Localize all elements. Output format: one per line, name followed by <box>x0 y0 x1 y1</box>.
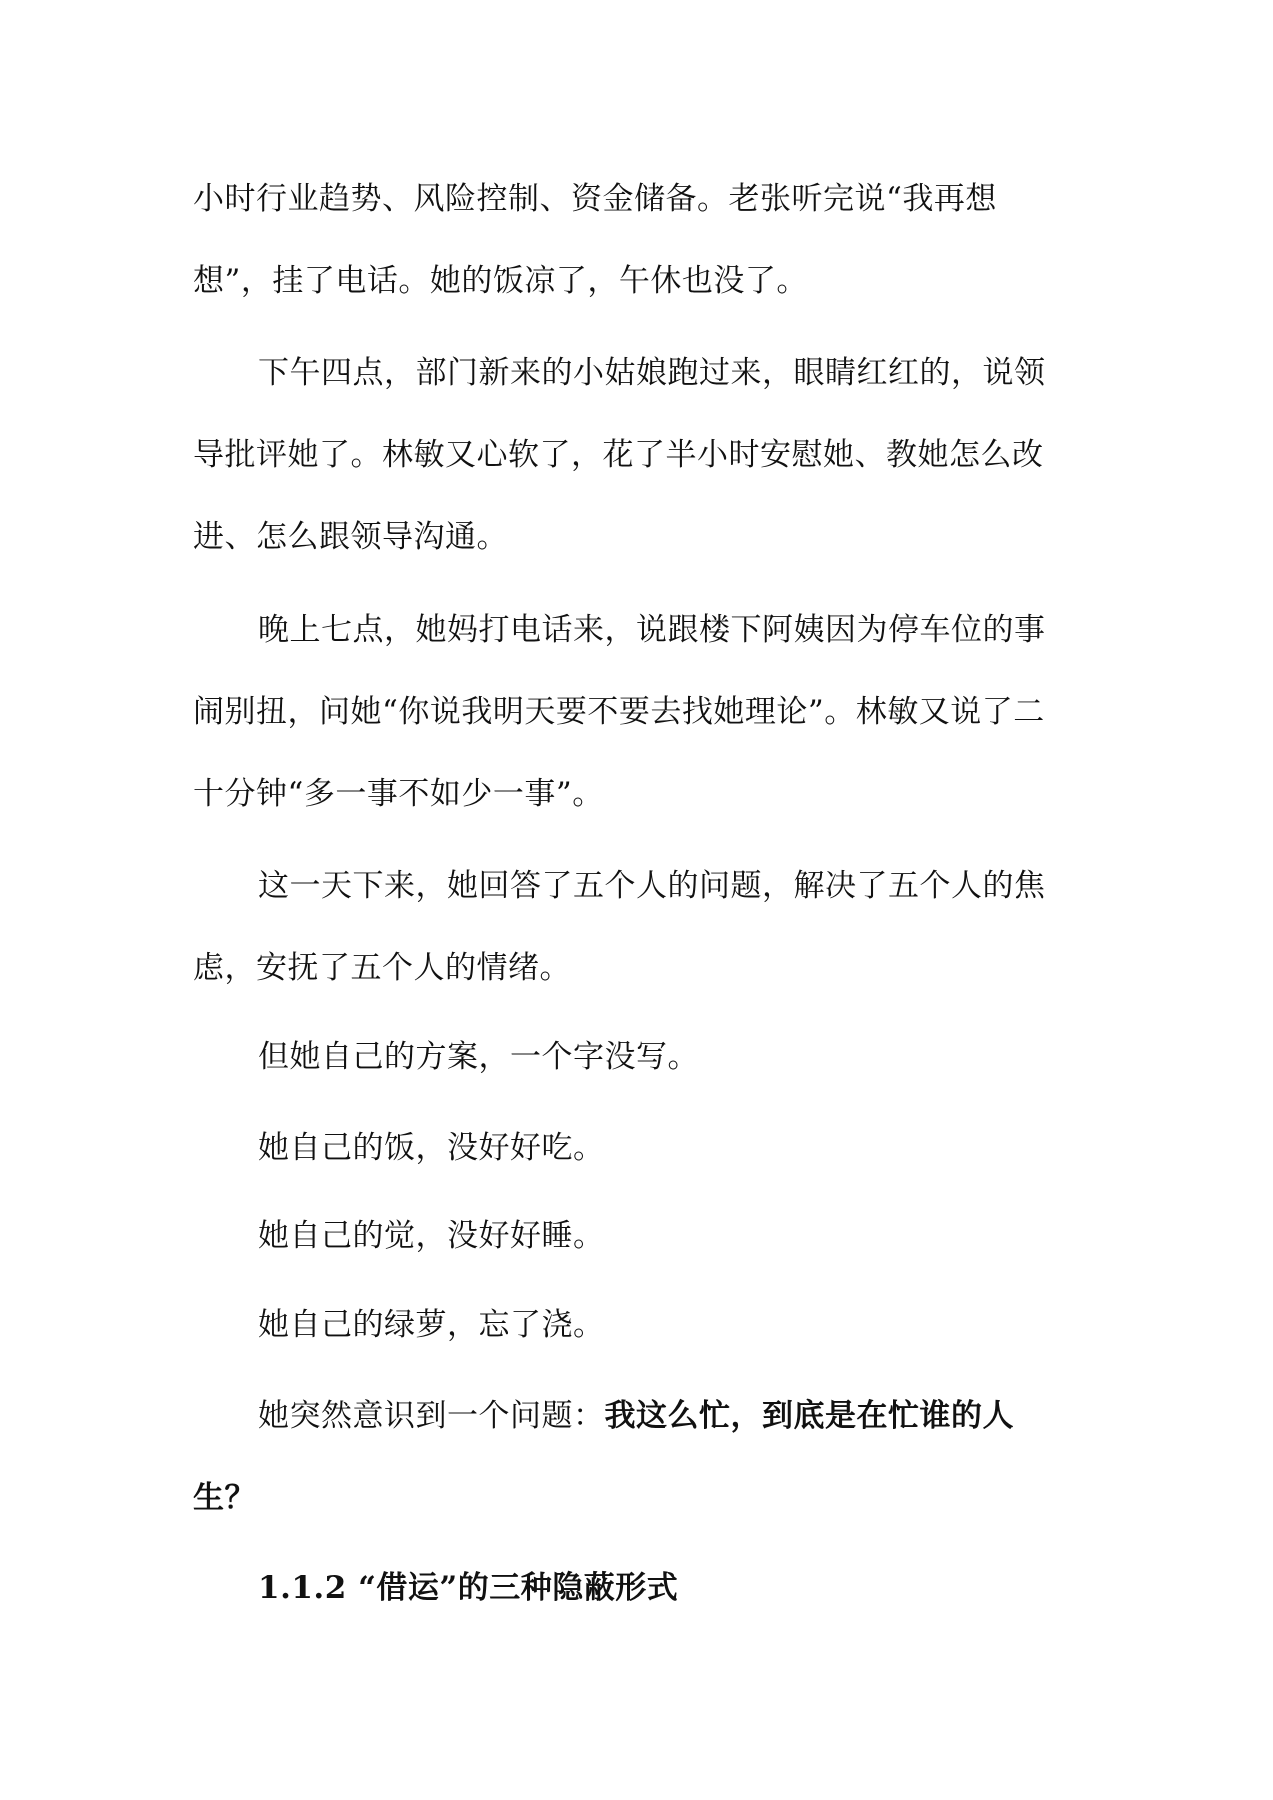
paragraph-line: 想”，挂了电话。她的饭凉了，午休也没了。 <box>193 263 808 299</box>
paragraph-line: 虑，安抚了五个人的情绪。 <box>193 950 571 986</box>
paragraph-line: 闹别扭，问她“你说我明天要不要去找她理论”。林敏又说了二 <box>193 694 1045 730</box>
paragraph-line: 但她自己的方案，一个字没写。 <box>258 1039 699 1075</box>
paragraph-line: 晚上七点，她妈打电话来，说跟楼下阿姨因为停车位的事 <box>258 612 1046 648</box>
emphasis-text: 我这么忙，到底是在忙谁的人 <box>604 1398 1014 1434</box>
paragraph-line: 她自己的饭，没好好吃。 <box>258 1130 605 1166</box>
paragraph-line: 十分钟“多一事不如少一事”。 <box>193 776 604 812</box>
paragraph-line: 这一天下来，她回答了五个人的问题，解决了五个人的焦 <box>258 868 1046 904</box>
paragraph-line: 她自己的绿萝，忘了浇。 <box>258 1307 605 1343</box>
paragraph-line: 小时行业趋势、风险控制、资金储备。老张听完说“我再想 <box>193 181 997 217</box>
paragraph-line: 导批评她了。林敏又心软了，花了半小时安慰她、教她怎么改 <box>193 437 1044 473</box>
paragraph-text: 她突然意识到一个问题： <box>258 1398 605 1434</box>
paragraph-line: 她自己的觉，没好好睡。 <box>258 1218 605 1254</box>
section-heading: 1.1.2 “借运”的三种隐蔽形式 <box>258 1570 679 1606</box>
paragraph-line: 进、怎么跟领导沟通。 <box>193 519 508 555</box>
paragraph-line <box>258 1396 1014 1436</box>
emphasis-line: 生？ <box>193 1480 256 1516</box>
paragraph-line: 下午四点，部门新来的小姑娘跑过来，眼睛红红的，说领 <box>258 355 1046 391</box>
